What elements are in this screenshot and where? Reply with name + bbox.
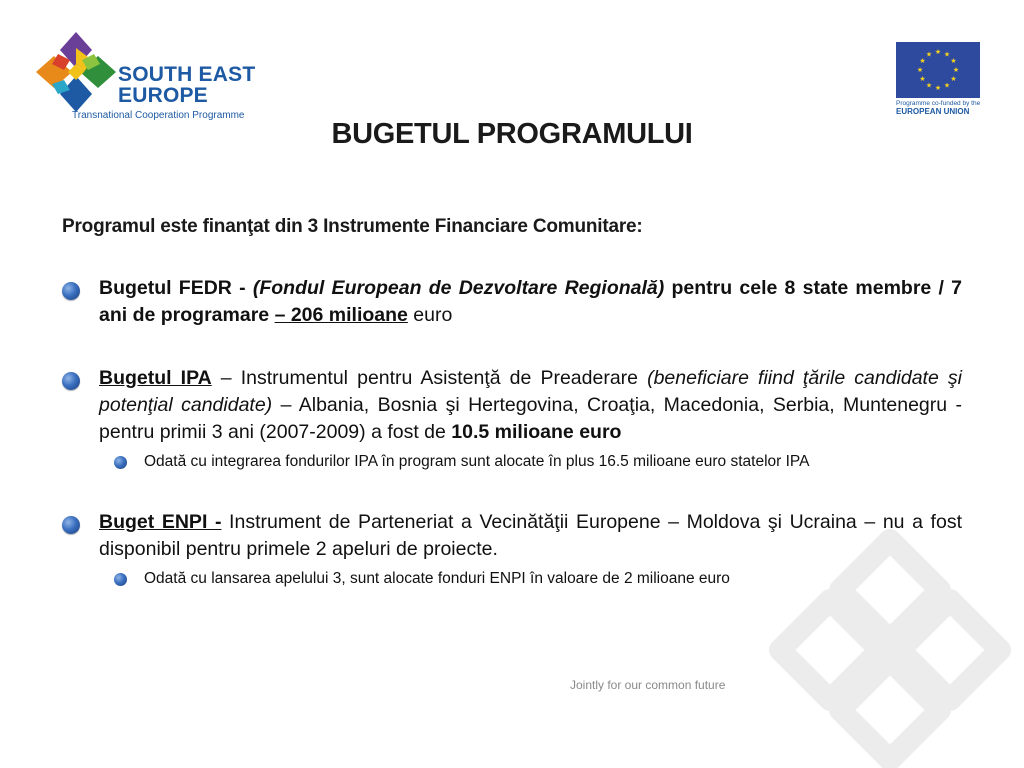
svg-text:★: ★ <box>943 81 951 90</box>
enpi-sub-text: Odată cu lansarea apelului 3, sunt alocate fonduri ENPI în valoare de 2 milioane euro <box>144 570 730 587</box>
logo-title-line2: EUROPE <box>118 84 208 107</box>
svg-text:★: ★ <box>952 66 960 74</box>
fedr-tail: euro <box>407 304 453 326</box>
fedr-italic: (Fondul European de Dezvoltare Regională) <box>252 277 665 299</box>
ipa-text2: – Albania, Bosnia şi Hertegovina, Croaţia, Macedonia, Serbia, Muntenegru - pentru primii 3 ani (2007-2009) a fost de <box>99 394 962 443</box>
svg-text:★: ★ <box>934 48 942 56</box>
fedr-lead: Bugetul FEDR - <box>99 277 253 299</box>
svg-text:★: ★ <box>943 50 951 59</box>
bullet-dot-icon <box>62 372 80 390</box>
svg-text:★: ★ <box>919 57 926 65</box>
eu-flag-icon <box>896 42 980 98</box>
flower-logo-icon <box>34 30 118 114</box>
fedr-mid: pentru cele 8 state membre / 7 ani de programare <box>99 277 962 326</box>
logo-subtitle: Transnational Cooperation Programme <box>72 110 245 121</box>
ipa-lead: Bugetul IPA <box>99 367 212 389</box>
bullet-enpi <box>62 509 962 563</box>
svg-text:★: ★ <box>934 84 942 92</box>
slide-title: BUGETUL PROGRAMULUI <box>331 118 693 150</box>
svg-text:★: ★ <box>950 75 957 83</box>
bullet-dot-icon <box>62 516 80 534</box>
logo-title-line1: SOUTH EAST <box>118 63 256 86</box>
intro-text: Programul este finanţat din 3 Instrumente Financiare Comunitare: <box>62 216 643 237</box>
sub-bullet-ipa <box>62 451 962 473</box>
ipa-sub-text: Odată cu integrarea fondurilor IPA în program sunt alocate în plus 16.5 milioane euro statelor IPA <box>144 453 810 470</box>
sub-bullet-dot-icon <box>114 573 127 586</box>
sub-bullet-enpi <box>62 568 962 590</box>
eu-badge <box>896 42 986 116</box>
enpi-text1: Instrument de Parteneriat a Vecinătăţii Europene – Moldova şi Ucraina – nu a fost disponibil pentru primele 2 apeluri de proiecte. <box>99 511 962 560</box>
bullet-fedr <box>62 275 962 329</box>
svg-text:★: ★ <box>950 57 957 65</box>
ipa-amount: 10.5 milioane euro <box>451 421 622 443</box>
eu-caption-line2: EUROPEAN UNION <box>896 107 970 116</box>
slide-body <box>62 216 962 590</box>
sub-bullet-dot-icon <box>114 456 127 469</box>
enpi-lead: Buget ENPI - <box>99 511 222 533</box>
programme-logo <box>34 30 274 122</box>
ipa-italic: (beneficiare fiind ţările candidate şi potenţial candidate) <box>99 367 962 416</box>
bullet-ipa <box>62 365 962 446</box>
eu-caption-line1: Programme co-funded by the <box>896 100 981 107</box>
svg-text:★: ★ <box>925 50 933 59</box>
fedr-amount: – 206 milioane <box>274 304 408 326</box>
svg-text:★: ★ <box>916 66 924 74</box>
svg-text:★: ★ <box>919 75 926 83</box>
footer-tagline: Jointly for our common future <box>570 678 726 692</box>
bullet-dot-icon <box>62 282 80 300</box>
ipa-text1: – Instrumentul pentru Asistenţă de Preaderare <box>211 367 648 389</box>
svg-text:★: ★ <box>925 81 933 90</box>
